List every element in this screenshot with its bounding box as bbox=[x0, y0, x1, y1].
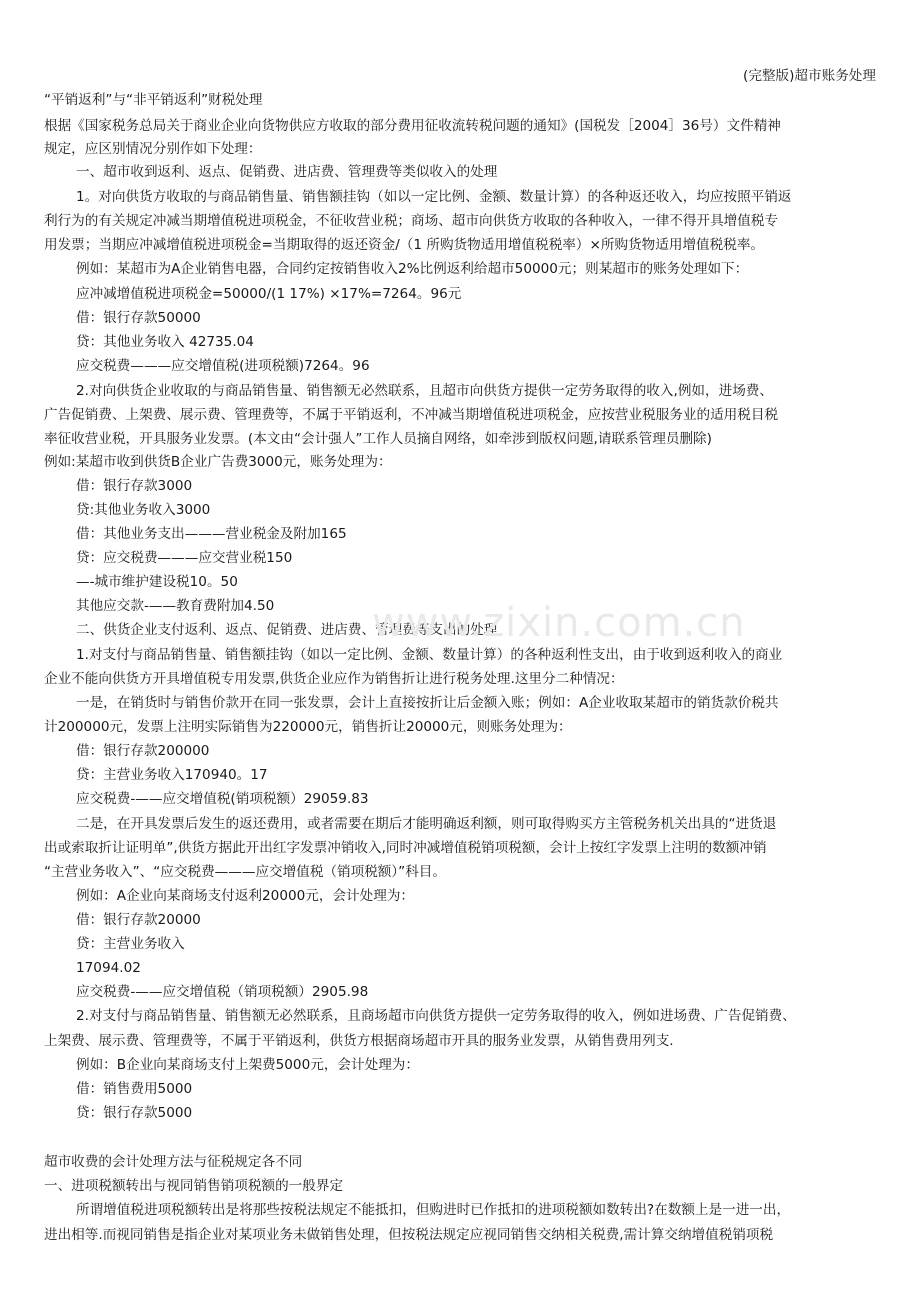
section-title: 超市收费的会计处理方法与征税规定各不同 bbox=[44, 1154, 303, 1170]
paragraph-line: 规定，应区别情况分别作如下处理： bbox=[44, 141, 262, 157]
paragraph-line: 二是，在开具发票后发生的返还费用，或者需要在期后才能明确返利额，则可取得购买方主管税务机关出具的“进货退 bbox=[76, 816, 777, 832]
entry-line: —-城市维护建设税10。50 bbox=[76, 574, 238, 590]
paragraph-line: 用发票；当期应冲减增值税进项税金=当期取得的返还资金/（1 所购货物适用增值税税率）×所购货物适用增值税税率。 bbox=[44, 237, 765, 253]
paragraph-line: 1。对向供货方收取的与商品销售量、销售额挂钩（如以一定比例、金额、数量计算）的各种返还收入，均应按照平销返 bbox=[76, 189, 792, 205]
watermark: www.zixin.com.cn bbox=[372, 600, 746, 646]
entry-line: 贷:其他业务收入3000 bbox=[76, 502, 211, 518]
paragraph-line: 1.对支付与商品销售量、销售额挂钩（如以一定比例、金额、数量计算）的各种返利性支出，由于收到返利收入的商业 bbox=[76, 647, 783, 663]
paragraph-line: 所谓增值税进项税额转出是将那些按税法规定不能抵扣，但购进时已作抵扣的进项税额如数转出?在数额上是一进一出， bbox=[76, 1202, 791, 1218]
entry-line: 借：银行存款50000 bbox=[76, 310, 201, 326]
entry-line: 贷：主营业务收入170940。17 bbox=[76, 767, 268, 783]
example-line: 例如：B企业向某商场支付上架费5000元，会计处理为： bbox=[76, 1057, 419, 1073]
entry-line: 其他应交款-——教育费附加4.50 bbox=[76, 598, 275, 614]
example-line: 例如:某超市收到供货B企业广告费3000元，账务处理为： bbox=[44, 454, 392, 470]
paragraph-line: 2.对向供货企业收取的与商品销售量、销售额无必然联系，且超市向供货方提供一定劳务取得的收入,例如，进场费、 bbox=[76, 383, 773, 399]
paragraph-line: 一是，在销货时与销售价款开在同一张发票，会计上直接按折让后金额入账；例如：A企业收取某超市的销货款价税共 bbox=[76, 695, 779, 711]
example-line: 例如：某超市为A企业销售电器，合同约定按销售收入2%比例返利给超市50000元；则某超市的账务处理如下： bbox=[76, 261, 749, 277]
paragraph-line: 根据《国家税务总局关于商业企业向货物供应方收取的部分费用征收流转税问题的通知》(国税发［2004］36号）文件精神 bbox=[44, 118, 781, 134]
paragraph-line: 广告促销费、上架费、展示费、管理费等，不属于平销返利，不冲减当期增值税进项税金，应按营业税服务业的适用税目税 bbox=[44, 407, 779, 423]
formula-line: 应冲减增值税进项税金=50000/(1 17%) ×17%=7264。96元 bbox=[76, 286, 462, 302]
page-header: (完整版)超市账务处理 bbox=[743, 68, 876, 84]
section-heading: 一、进项税额转出与视同销售销项税额的一般界定 bbox=[44, 1178, 344, 1194]
paragraph-line: 率征收营业税，开具服务业发票。(本文由“会计强人”工作人员摘自网络，如牵涉到版权问题,请联系管理员删除) bbox=[44, 431, 712, 447]
doc-title: “平销返利”与“非平销返利”财税处理 bbox=[44, 92, 263, 108]
entry-line: 贷：主营业务收入 bbox=[76, 936, 185, 952]
entry-line: 贷：银行存款5000 bbox=[76, 1105, 193, 1121]
entry-line: 17094.02 bbox=[76, 960, 141, 976]
paragraph-line: 出或索取折让证明单”,供货方据此开出红字发票冲销收入,同时冲减增值税销项税额，会计上按红字发票上注明的数额冲销 bbox=[44, 840, 767, 856]
paragraph-line: 利行为的有关规定冲减当期增值税进项税金，不征收营业税；商场、超市向供货方收取的各种收入，一律不得开具增值税专 bbox=[44, 213, 779, 229]
example-line: 例如：A企业向某商场支付返利20000元，会计处理为： bbox=[76, 888, 415, 904]
paragraph-line: 计200000元，发票上注明实际销售为220000元，销售折让20000元，则账务处理为： bbox=[44, 719, 572, 735]
entry-line: 借：其他业务支出———营业税金及附加165 bbox=[76, 526, 347, 542]
entry-line: 借：银行存款200000 bbox=[76, 743, 210, 759]
entry-line: 借：销售费用5000 bbox=[76, 1081, 193, 1097]
paragraph-line: 上架费、展示费、管理费等，不属于平销返利，供货方根据商场超市开具的服务业发票，从销售费用列支. bbox=[44, 1033, 674, 1049]
entry-line: 贷：应交税费———应交营业税150 bbox=[76, 550, 293, 566]
paragraph-line: “主营业务收入”、“应交税费———应交增值税（销项税额）”科目。 bbox=[44, 864, 446, 880]
section-heading: 二、供货企业支付返利、返点、促销费、进店费、管理费等支出的处理 bbox=[76, 622, 498, 638]
paragraph-line: 进出相等.而视同销售是指企业对某项业务未做销售处理，但按税法规定应视同销售交纳相关税费,需计算交纳增值税销项税 bbox=[44, 1227, 774, 1243]
paragraph-line: 企业不能向供货方开具增值税专用发票,供货企业应作为销售折让进行税务处理.这里分二种情况： bbox=[44, 671, 624, 687]
entry-line: 借：银行存款20000 bbox=[76, 912, 201, 928]
entry-line: 应交税费-——应交增值税(销项税额）29059.83 bbox=[76, 791, 369, 807]
paragraph-line: 2.对支付与商品销售量、销售额无必然联系，且商场超市向供货方提供一定劳务取得的收入，例如进场费、广告促销费、 bbox=[76, 1008, 796, 1024]
entry-line: 应交税费-——应交增值税（销项税额）2905.98 bbox=[76, 984, 369, 1000]
entry-line: 借：银行存款3000 bbox=[76, 478, 193, 494]
entry-line: 贷：其他业务收入 42735.04 bbox=[76, 334, 254, 350]
entry-line: 应交税费———应交增值税(进项税额)7264。96 bbox=[76, 358, 370, 374]
section-heading: 一、超市收到返利、返点、促销费、进店费、管理费等类似收入的处理 bbox=[76, 164, 498, 180]
